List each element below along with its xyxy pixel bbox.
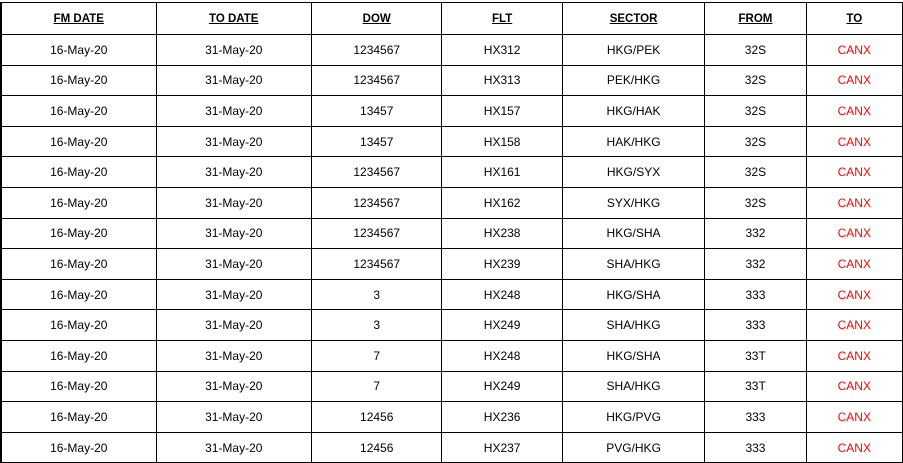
cell-sector: PEK/HKG [562,65,704,96]
cell-to-date: 31-May-20 [156,371,312,402]
cell-to: CANX [806,35,902,66]
cell-flt: HX238 [442,218,562,249]
cell-to-date: 31-May-20 [156,126,312,157]
table-row [1,402,903,433]
cell-sector: HKG/PEK [562,35,704,66]
cell-to: CANX [806,96,902,127]
cell-fm-date: 16-May-20 [2,96,157,127]
flight-schedule-table [0,2,903,463]
cell-dow: 13457 [312,96,442,127]
cell-dow: 1234567 [312,249,442,280]
cell-fm-date: 16-May-20 [2,187,157,218]
table-row [1,157,903,188]
cell-flt: HX249 [442,310,562,341]
cell-fm-date: 16-May-20 [2,218,157,249]
cell-fm-date: 16-May-20 [2,126,157,157]
table-row [1,218,903,249]
header-dow: DOW [312,3,442,35]
cell-sector: SHA/HKG [562,371,704,402]
cell-fm-date: 16-May-20 [2,35,157,66]
cell-to: CANX [806,65,902,96]
cell-dow: 3 [312,310,442,341]
cell-dow: 1234567 [312,187,442,218]
cell-fm-date: 16-May-20 [2,65,157,96]
cell-fm-date: 16-May-20 [2,432,157,463]
cell-to-date: 31-May-20 [156,432,312,463]
cell-sector: HKG/HAK [562,96,704,127]
cell-to-date: 31-May-20 [156,218,312,249]
cell-from: 32S [705,35,806,66]
header-flt: FLT [442,3,562,35]
cell-sector: HKG/SHA [562,279,704,310]
cell-sector: HKG/SHA [562,340,704,371]
cell-from: 332 [705,218,806,249]
table-row [1,96,903,127]
cell-to-date: 31-May-20 [156,340,312,371]
cell-dow: 1234567 [312,65,442,96]
cell-flt: HX157 [442,96,562,127]
table-row [1,187,903,218]
cell-sector: SYX/HKG [562,187,704,218]
cell-from: 332 [705,249,806,280]
cell-to-date: 31-May-20 [156,310,312,341]
cell-fm-date: 16-May-20 [2,340,157,371]
cell-sector: SHA/HKG [562,249,704,280]
cell-flt: HX312 [442,35,562,66]
table-row [1,35,903,66]
cell-flt: HX161 [442,157,562,188]
cell-dow: 1234567 [312,157,442,188]
cell-flt: HX158 [442,126,562,157]
cell-sector: HKG/PVG [562,402,704,433]
cell-to-date: 31-May-20 [156,187,312,218]
cell-to: CANX [806,279,902,310]
cell-sector: HKG/SHA [562,218,704,249]
cell-to: CANX [806,371,902,402]
cell-to: CANX [806,310,902,341]
cell-to-date: 31-May-20 [156,402,312,433]
cell-fm-date: 16-May-20 [2,310,157,341]
table-body [1,35,903,463]
cell-flt: HX237 [442,432,562,463]
table-row [1,65,903,96]
cell-to-date: 31-May-20 [156,157,312,188]
table-row [1,340,903,371]
cell-from: 32S [705,96,806,127]
cell-sector: HAK/HKG [562,126,704,157]
cell-fm-date: 16-May-20 [2,157,157,188]
cell-to-date: 31-May-20 [156,249,312,280]
cell-flt: HX248 [442,340,562,371]
cell-from: 33T [705,340,806,371]
cell-flt: HX162 [442,187,562,218]
cell-dow: 13457 [312,126,442,157]
cell-to: CANX [806,157,902,188]
cell-dow: 7 [312,340,442,371]
cell-dow: 1234567 [312,35,442,66]
cell-to: CANX [806,126,902,157]
table-row [1,126,903,157]
cell-from: 32S [705,126,806,157]
table-row [1,432,903,463]
cell-dow: 3 [312,279,442,310]
cell-fm-date: 16-May-20 [2,402,157,433]
cell-to: CANX [806,432,902,463]
cell-to: CANX [806,340,902,371]
cell-to: CANX [806,218,902,249]
cell-from: 333 [705,402,806,433]
table-header-row [1,3,903,35]
cell-dow: 12456 [312,432,442,463]
header-to: TO [806,3,902,35]
cell-sector: HKG/SYX [562,157,704,188]
cell-sector: SHA/HKG [562,310,704,341]
cell-to-date: 31-May-20 [156,65,312,96]
cell-fm-date: 16-May-20 [2,279,157,310]
header-sector: SECTOR [562,3,704,35]
cell-to-date: 31-May-20 [156,35,312,66]
cell-from: 32S [705,157,806,188]
cell-dow: 1234567 [312,218,442,249]
cell-flt: HX249 [442,371,562,402]
cell-from: 333 [705,432,806,463]
cell-fm-date: 16-May-20 [2,371,157,402]
cell-from: 333 [705,279,806,310]
cell-flt: HX313 [442,65,562,96]
cell-sector: PVG/HKG [562,432,704,463]
cell-to: CANX [806,402,902,433]
cell-to-date: 31-May-20 [156,96,312,127]
table-row [1,371,903,402]
cell-fm-date: 16-May-20 [2,249,157,280]
cell-dow: 12456 [312,402,442,433]
cell-from: 33T [705,371,806,402]
cell-to-date: 31-May-20 [156,279,312,310]
header-from: FROM [705,3,806,35]
cell-from: 32S [705,187,806,218]
cell-from: 333 [705,310,806,341]
cell-flt: HX248 [442,279,562,310]
cell-to: CANX [806,249,902,280]
table-row [1,279,903,310]
cell-dow: 7 [312,371,442,402]
cell-flt: HX236 [442,402,562,433]
header-to-date: TO DATE [156,3,312,35]
header-fm-date: FM DATE [2,3,157,35]
table-row [1,310,903,341]
cell-flt: HX239 [442,249,562,280]
table-row [1,249,903,280]
cell-from: 32S [705,65,806,96]
cell-to: CANX [806,187,902,218]
